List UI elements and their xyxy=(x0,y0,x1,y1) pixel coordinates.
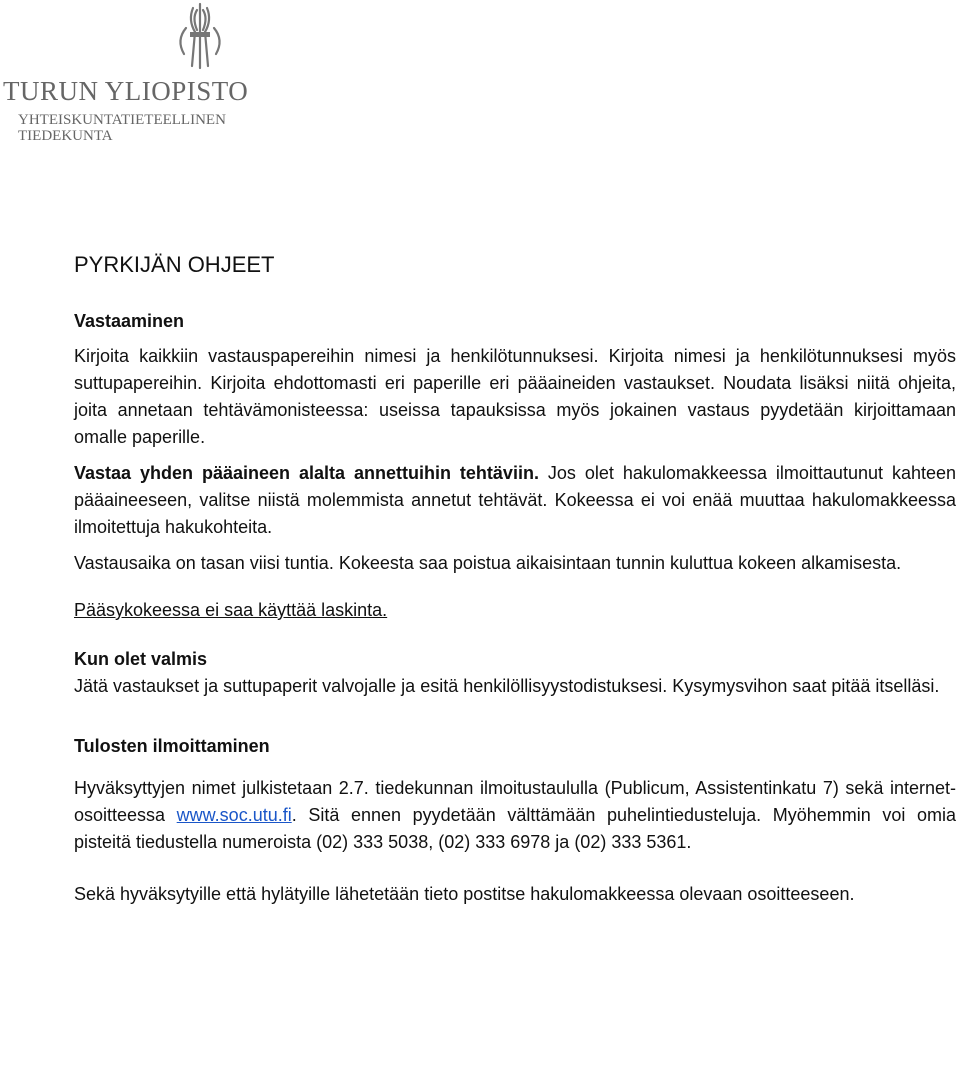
paragraph-results xyxy=(74,775,956,856)
page-title: PYRKIJÄN OHJEET xyxy=(74,252,275,277)
section-heading-vastaaminen: Vastaaminen xyxy=(74,311,185,331)
section-heading-tulosten-ilmoittaminen: Tulosten ilmoittaminen xyxy=(74,736,270,756)
faculty-name xyxy=(18,112,226,144)
results-text-after-link: . Sitä ennen pyydetään välttämään puhelintiedusteluja. Myöhemmin voi omia pisteitä tiedustella numeroista (02) 333 5038, (02) 333 6978 ja (02) 333 5361. xyxy=(74,805,956,852)
results-text-before-link: Hyväksyttyjen nimet julkistetaan 2.7. tiedekunnan ilmoitustaululla (Publicum, Assistentinkatu 7) sekä internet-osoitteessa xyxy=(74,778,956,825)
major-choice-emphasis: Vastaa yhden pääaineen alalta annettuihin tehtäviin. xyxy=(74,463,539,483)
section-heading-kun-olet-valmis: Kun olet valmis xyxy=(74,649,208,669)
paragraph-time-limit: Vastausaika on tasan viisi tuntia. Kokeesta saa poistua aikaisintaan tunnin kuluttua kokeen alkamisesta. xyxy=(74,553,902,573)
major-choice-rest: Jos olet hakulomakkeessa ilmoittautunut kahteen pääaineeseen, valitse niistä molemmista annetut tehtävät. Kokeessa ei voi enää muuttaa hakulomakkeessa ilmoitettuja hakukohteita. xyxy=(74,463,956,537)
faculty-line-1: YHTEISKUNTATIETEELLINEN xyxy=(18,112,226,128)
document-body xyxy=(74,250,956,908)
paragraph-no-calculator xyxy=(74,597,956,624)
university-torch-emblem xyxy=(162,2,238,70)
university-name: TURUN YLIOPISTO xyxy=(3,76,249,106)
paragraph-notification: Sekä hyväksytyille että hylätyille lähetetään tieto postitse hakulomakkeessa olevaan osoitteeseen. xyxy=(74,884,855,904)
paragraph-major-choice xyxy=(74,460,956,541)
faculty-line-2: TIEDEKUNTA xyxy=(18,128,113,144)
paragraph-instructions: Kirjoita kaikkiin vastauspapereihin nimesi ja henkilötunnuksesi. Kirjoita nimesi ja henkilötunnuksesi myös suttupapereihin. Kirjoita ehdottomasti eri paperille eri pääaineiden vastaukset. Noudata lisäksi niitä ohjeita, joita annetaan tehtävämonisteessa: useissa tapauksissa myös jokainen vastaus pyydetään kirjoittamaan omalle paperille. xyxy=(74,346,956,447)
paragraph-when-done: Jätä vastaukset ja suttupaperit valvojalle ja esitä henkilöllisyystodistuksesi. Kysymysvihon saat pitää itselläsi. xyxy=(74,676,940,696)
no-calculator-note: Pääsykokeessa ei saa käyttää laskinta. xyxy=(74,600,388,620)
university-logo xyxy=(0,0,280,150)
faculty-website-link[interactable]: www.soc.utu.fi xyxy=(176,805,292,825)
